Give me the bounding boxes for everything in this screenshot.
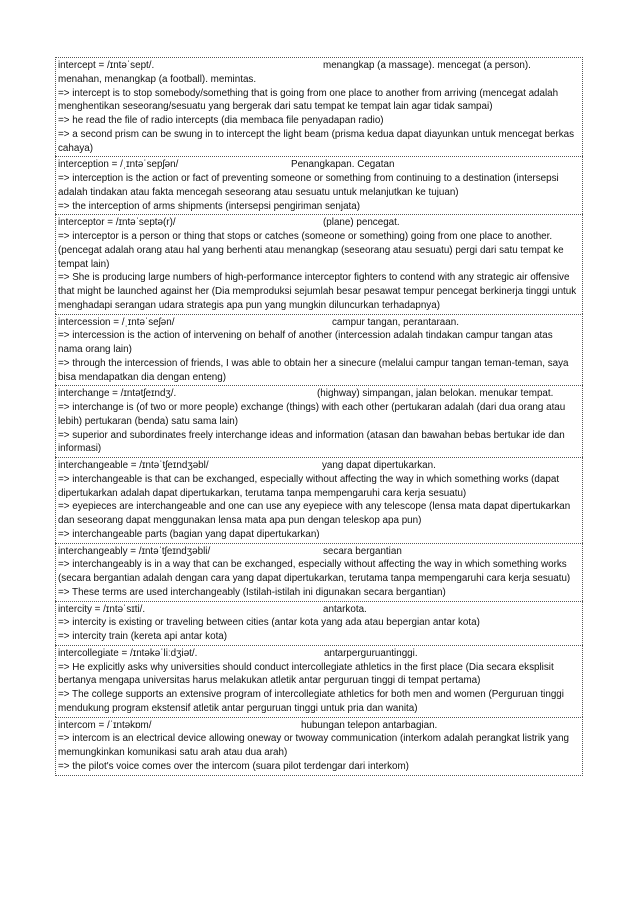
headword: interchangeable = /ɪntəˈtʃeɪndʒəbl/: [58, 460, 209, 471]
example-line: => the interception of arms shipments (intersepsi pengiriman senjata): [58, 200, 361, 212]
translation: (plane) pencegat.: [323, 217, 400, 229]
entry-headline: [58, 545, 580, 559]
translation: menangkap (a massage). mencegat (a person).: [323, 60, 531, 71]
example-line: => interchange is (of two or more people) exchange (things) with each other (pertukaran adalah (dari dua orang atau lebih) pertukaran (benda) satu sama lain): [58, 402, 566, 427]
headword: interceptor = /ɪntəˈseptə(r)/: [58, 217, 176, 229]
example-line: => interchangeably is in a way that can be exchanged, especially without affecting the way in which something works (secara bergantian adalah dengan cara yang dapat dipertukarkan, terutama tanpa mempengaruhi cara kerja sesuatu): [58, 559, 571, 584]
example-line: => He explicitly asks why universities should conduct intercollegiate athletics in the first place (Dia secara eksplisit bertanya mengapa universitas harus melakukan atletik antar perguruan tinggi di tempat pertama): [58, 661, 554, 687]
headword: intercession = /ˌɪntəˈseʃən/: [58, 316, 175, 328]
example-line: => intercity train (kereta api antar kota): [58, 631, 228, 642]
entry-headline: [58, 387, 580, 401]
entry-interceptor: [55, 214, 583, 313]
dictionary-page: [55, 57, 583, 776]
entry-headline: [58, 459, 580, 473]
headword: intercollegiate = /ɪntəkəˈliːdʒiət/.: [58, 647, 198, 659]
entry-interchangeably: [55, 543, 583, 601]
headword: interchangeably = /ɪntəˈtʃeɪndʒəbli/: [58, 545, 211, 557]
entry-interchange: [55, 385, 583, 457]
translation: antarkota.: [323, 603, 367, 615]
example-line: => intercity is existing or traveling between cities (antar kota yang ada atau bepergian antar kota): [58, 617, 480, 629]
entry-intercity: [55, 601, 583, 645]
translation: yang dapat dipertukarkan.: [322, 460, 436, 471]
entry-intercollegiate: [55, 645, 583, 717]
translation: antarperguruantinggi.: [324, 647, 418, 659]
entry-intercom: [55, 717, 583, 776]
entry-headline: [58, 316, 580, 330]
example-line: => a second prism can be swung in to intercept the light beam (prisma kedua dapat diayunkan untuk mencegat berkas cahaya): [58, 128, 575, 154]
entry-headline: [58, 719, 580, 733]
example-line: => intercom is an electrical device allowing oneway or twoway communication (interkom adalah perangkat listrik yang memungkinkan komunikasi satu arah atau dua arah): [58, 733, 570, 758]
entry-intercept: [55, 57, 583, 156]
translation: campur tangan, perantaraan.: [332, 316, 459, 328]
example-line: => interchangeable parts (bagian yang dapat dipertukarkan): [58, 528, 320, 540]
headword: intercom = /ˈɪntəkɒm/: [58, 719, 152, 731]
example-line: => superior and subordinates freely interchange ideas and information (atasan dan bawahan bebas bertukar ide dan informasi): [58, 429, 565, 455]
example-line: => intercept is to stop somebody/something that is going from one place to another from arriving (mencegat adalah menghentikan seseorang/sesuatu yang bergerak dari satu tempat ke tempat lain agar tidak sampai): [58, 87, 559, 113]
example-line: => The college supports an extensive program of intercollegiate athletics for both men and women (Perguruan tinggi mendukung program ekstensif atletik antar perguruan tinggi untuk pria dan wanita): [58, 689, 564, 714]
translation: (highway) simpangan, jalan belokan. menukar tempat.: [317, 388, 554, 400]
translation-continued: menahan, menangkap (a football). memintas.: [58, 73, 257, 85]
entry-headline: [58, 603, 580, 617]
translation: secara bergantian: [323, 545, 402, 557]
headword: intercity = /ɪntəˈsɪti/.: [58, 603, 146, 615]
headword: interchange = /ɪntətʃeɪndʒ/.: [58, 388, 177, 400]
example-line: => She is producing large numbers of high-performance interceptor fighters to contend with any strategic air offensive that might be launched against her (Dia memproduksi sejumlah besar pesawat tempur pencegat berkinerja tinggi untuk menghadapi serangan udara strategis apa pun yang mungkin diluncurkan terhadapnya): [58, 272, 577, 311]
entry-headline: [58, 59, 580, 73]
translation: Penangkapan. Cegatan: [291, 159, 395, 171]
example-line: => interceptor is a person or thing that stops or catches (someone or something) going from one place to another. (pencegat adalah orang atau hal yang berhenti atau menangkap (seseorang atau sesuatu) pergi dari satu tempat ke tempat lain): [58, 231, 564, 270]
example-line: => through the intercession of friends, I was able to obtain her a sinecure (melalui campur tangan teman-teman, saya bisa mendapatkan dia dengan enteng): [58, 357, 569, 383]
example-line: => intercession is the action of intervening on behalf of another (intercession adalah tindakan campur tangan atas nama orang lain): [58, 330, 553, 355]
example-line: => interception is the action or fact of preventing someone or something from continuing to a destination (intersepsi adalah tindakan atau fakta mencegah seseorang atau sesuatu untuk melanjutkan ke tujuan): [58, 173, 559, 198]
headword: intercept = /ɪntəˈsept/.: [58, 60, 155, 71]
entry-intercession: [55, 314, 583, 386]
entry-interception: [55, 156, 583, 214]
example-line: => he read the file of radio intercepts (dia membaca file penyadapan radio): [58, 115, 384, 126]
entry-headline: [58, 216, 580, 230]
entry-interchangeable: [55, 457, 583, 543]
example-line: => the pilot's voice comes over the intercom (suara pilot terdengar dari interkom): [58, 760, 409, 772]
translation: hubungan telepon antarbagian.: [301, 719, 438, 731]
entry-headline: [58, 647, 580, 661]
example-line: => eyepieces are interchangeable and one can use any eyepiece with any telescope (lensa mata dapat dipertukarkan dan seseorang dapat menggunakan lensa mata apa pun dengan teleskop apa pun): [58, 501, 571, 526]
example-line: => These terms are used interchangeably (Istilah-istilah ini digunakan secara bergantian): [58, 586, 446, 598]
entry-headline: [58, 158, 580, 172]
headword: interception = /ˌɪntəˈsepʃən/: [58, 159, 179, 171]
example-line: => interchangeable is that can be exchanged, especially without affecting the way in which something works (dapat dipertukarkan adalah dapat dipertukarkan, terutama tanpa mempengaruhi cara kerja sesuatu): [58, 473, 560, 499]
